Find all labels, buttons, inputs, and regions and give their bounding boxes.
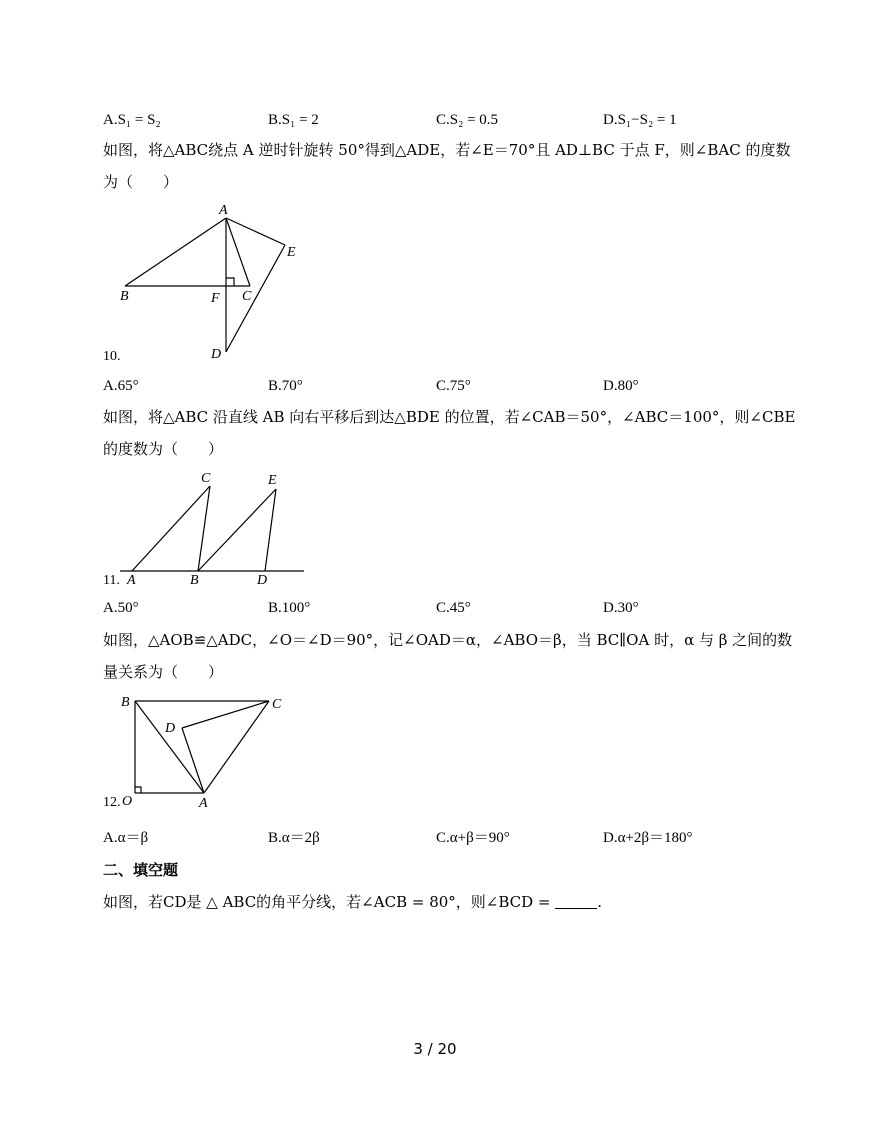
q10-option-d: D.80°	[603, 378, 639, 394]
q12-option-c: C.α+β＝90°	[436, 830, 510, 846]
q12-segment-dc	[182, 701, 269, 728]
section-title-fill-in: 二、填空题	[103, 861, 179, 879]
q12-segment-ba	[135, 701, 204, 793]
q11-stem-line1: 如图，将△ABC 沿直线 AB 向右平移后到达△BDE 的位置，若∠CAB＝50°，∠ABC＝100°，则∠CBE	[103, 408, 796, 426]
q12-right-angle-mark	[135, 787, 141, 793]
q9-option-b: B.S₁ = 2	[268, 112, 319, 128]
q13-stem	[103, 892, 602, 912]
q12-label-b: B	[121, 695, 130, 710]
q9-option-c: C.S₂ = 0.5	[436, 112, 499, 128]
q10-label-b: B	[120, 289, 129, 304]
q12-option-d: D.α+2β＝180°	[603, 830, 693, 846]
q9-option-a: A.S₁ = S₂	[103, 112, 161, 128]
q11-option-d: D.30°	[603, 600, 639, 616]
q11-option-a: A.50°	[103, 600, 139, 616]
q11-number: 11.	[103, 573, 120, 588]
q10-label-f: F	[211, 291, 220, 306]
q12-segment-da	[182, 728, 204, 793]
q10-option-c: C.75°	[436, 378, 471, 394]
q10-label-c: C	[242, 289, 252, 304]
q11-label-a: A	[127, 573, 136, 588]
q12-segment-ca	[204, 701, 269, 793]
q12-option-b: B.α＝2β	[268, 830, 320, 846]
q12-label-d: D	[165, 721, 176, 736]
q10-number: 10.	[103, 349, 121, 364]
q12-stem-line1: 如图，△AOB≌△ADC，∠O＝∠D＝90°，记∠OAD＝α，∠ABO＝β，当 BC∥OA 时，α 与 β 之间的数	[103, 631, 793, 649]
q11-stem-line2: 的度数为（ ）	[103, 440, 224, 458]
q12-label-o: O	[122, 794, 133, 809]
q13-stem-end: .	[597, 893, 603, 911]
q10-label-a: A	[219, 203, 228, 218]
q12-stem-line2: 量关系为（ ）	[103, 663, 224, 681]
page-number: 3 / 20	[413, 1040, 457, 1058]
q11-label-b: B	[190, 573, 199, 588]
q10-stem-line1: 如图，将△ABC绕点 A 逆时针旋转 50°得到△ADE，若∠E＝70°且 AD⊥BC 于点 F，则∠BAC 的度数	[103, 141, 791, 159]
q10-stem-line2: 为（ ）	[103, 173, 179, 191]
q10-option-b: B.70°	[268, 378, 303, 394]
q11-option-c: C.45°	[436, 600, 471, 616]
q11-option-b: B.100°	[268, 600, 311, 616]
q10-option-a: A.65°	[103, 378, 139, 394]
q10-label-e: E	[287, 245, 296, 260]
q9-option-d: D.S₁−S₂ = 1	[603, 112, 677, 128]
q12-number: 12.	[103, 795, 121, 810]
q13-stem-text: 如图，若CD是 △ ABC的角平分线，若∠ACB = 80°，则∠BCD =	[103, 893, 551, 911]
q11-label-e: E	[268, 473, 277, 488]
q13-answer-blank[interactable]	[555, 894, 597, 909]
q12-label-c: C	[272, 697, 282, 712]
q11-label-c: C	[201, 471, 211, 486]
q10-label-d: D	[211, 347, 222, 362]
q12-label-a: A	[199, 796, 208, 811]
q11-label-d: D	[257, 573, 268, 588]
q12-option-a: A.α＝β	[103, 830, 149, 846]
